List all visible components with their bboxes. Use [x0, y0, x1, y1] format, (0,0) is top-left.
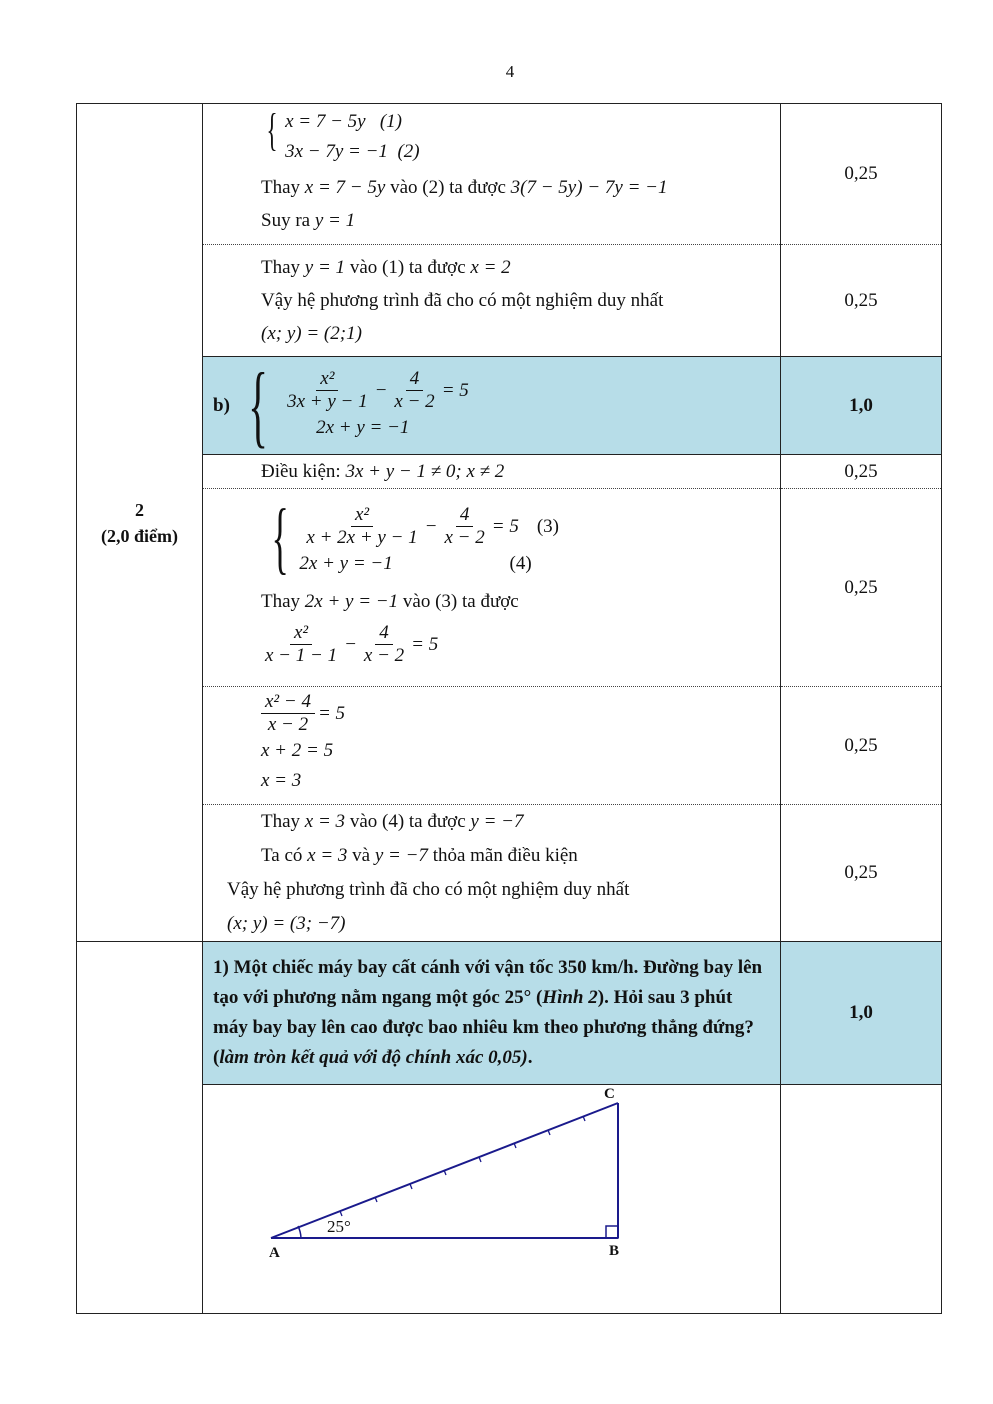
brace-icon: { [248, 354, 268, 457]
score-cell: 0,25 [781, 104, 942, 245]
score-cell: 0,25 [781, 489, 942, 687]
vertex-b-label: B [609, 1243, 620, 1259]
question-points: (2,0 điểm) [101, 525, 178, 546]
equation-system: { $\frac{\text{x²}}{x + 2x + y - 1}$ − $\frac{4}{x - 2}$ = 5 (3) 2x + y = −1 (4) [271, 494, 559, 582]
score-cell: 1,0 [781, 942, 942, 1085]
part-label: b) [213, 394, 230, 416]
right-angle-mark [606, 1226, 618, 1238]
solution-cell: Điều kiện: 3x + y − 1 ≠ 0; x ≠ 2 [203, 455, 781, 489]
angle-arc [298, 1226, 301, 1238]
solution-cell: $\frac{\text{x² − 4}}{x - 2}$ = 5 x + 2 = 5 x = 3 [203, 687, 781, 805]
table-row [77, 489, 942, 687]
score-cell: 0,25 [781, 805, 942, 942]
table-row [77, 1085, 942, 1314]
triangle-figure [203, 1085, 780, 1313]
score-cell: 0,25 [781, 245, 942, 357]
score-cell: 0,25 [781, 687, 942, 805]
hypotenuse-ticks [340, 1116, 585, 1216]
question-cell [77, 942, 203, 1314]
solution-cell: { x = 7 − 5y (1) 3x − 7y = −1 (2) Thay x = 7 − 5y vào (2) ta được 3(7 − 5y) − 7y = −1 Suy ra y = 1 [203, 104, 781, 245]
score-cell: 1,0 [781, 357, 942, 455]
table-row [77, 245, 942, 357]
question-number: 2 [135, 499, 144, 520]
solution-cell: { $\frac{\text{x²}}{x + 2x + y - 1}$ − $\frac{4}{x - 2}$ = 5 (3) 2x + y = −1 (4) Thay 2x + y = −1 vào (3) ta được $\frac{\text{x²}}{x - 1 - 1}$ − $\frac{4}{x - 2}$ = 5 [203, 489, 781, 687]
table-row [77, 687, 942, 805]
question-text: 1) Một chiếc máy bay cất cánh với vận tốc 350 km/h. Đường bay lên tạo với phương nằm ngang một góc 25° (Hình 2). Hỏi sau 3 phút máy bay bay lên cao được bao nhiêu km theo phương thẳng đứng? (làm tròn kết quả với độ chính xác 0,05). [213, 957, 763, 1068]
answer-table [76, 103, 942, 1314]
question-cell [77, 104, 203, 942]
solution-cell: Thay y = 1 vào (1) ta được x = 2 Vậy hệ phương trình đã cho có một nghiệm duy nhất (x; y) = (2;1) [203, 245, 781, 357]
table-row [77, 357, 942, 455]
equation-system: { x = 7 − 5y (1) 3x − 7y = −1 (2) [261, 107, 420, 167]
vertex-a-label: A [269, 1245, 280, 1261]
score-cell: 0,25 [781, 455, 942, 489]
table-row [77, 942, 942, 1085]
brace-icon: { [271, 494, 289, 582]
solution-cell: b) { $\frac{\text{x²}}{3x + y - 1}$ − $\frac{4}{x - 2}$ = 5 2x + y = −1 [203, 357, 781, 455]
page-number: 4 [505, 62, 515, 81]
score-cell [781, 1085, 942, 1314]
table-row [77, 805, 942, 942]
question-text-cell [203, 942, 781, 1085]
vertex-c-label: C [604, 1086, 615, 1102]
table-row [77, 455, 942, 489]
figure-cell [203, 1085, 781, 1314]
solution-cell: Thay x = 3 vào (4) ta được y = −7 Ta có x = 3 và y = −7 thỏa mãn điều kiện Vậy hệ phương trình đã cho có một nghiệm duy nhất (x; y) = (3; −7) [203, 805, 781, 942]
table-row [77, 104, 942, 245]
brace-icon: { [266, 104, 278, 155]
angle-label: 25° [327, 1217, 351, 1236]
